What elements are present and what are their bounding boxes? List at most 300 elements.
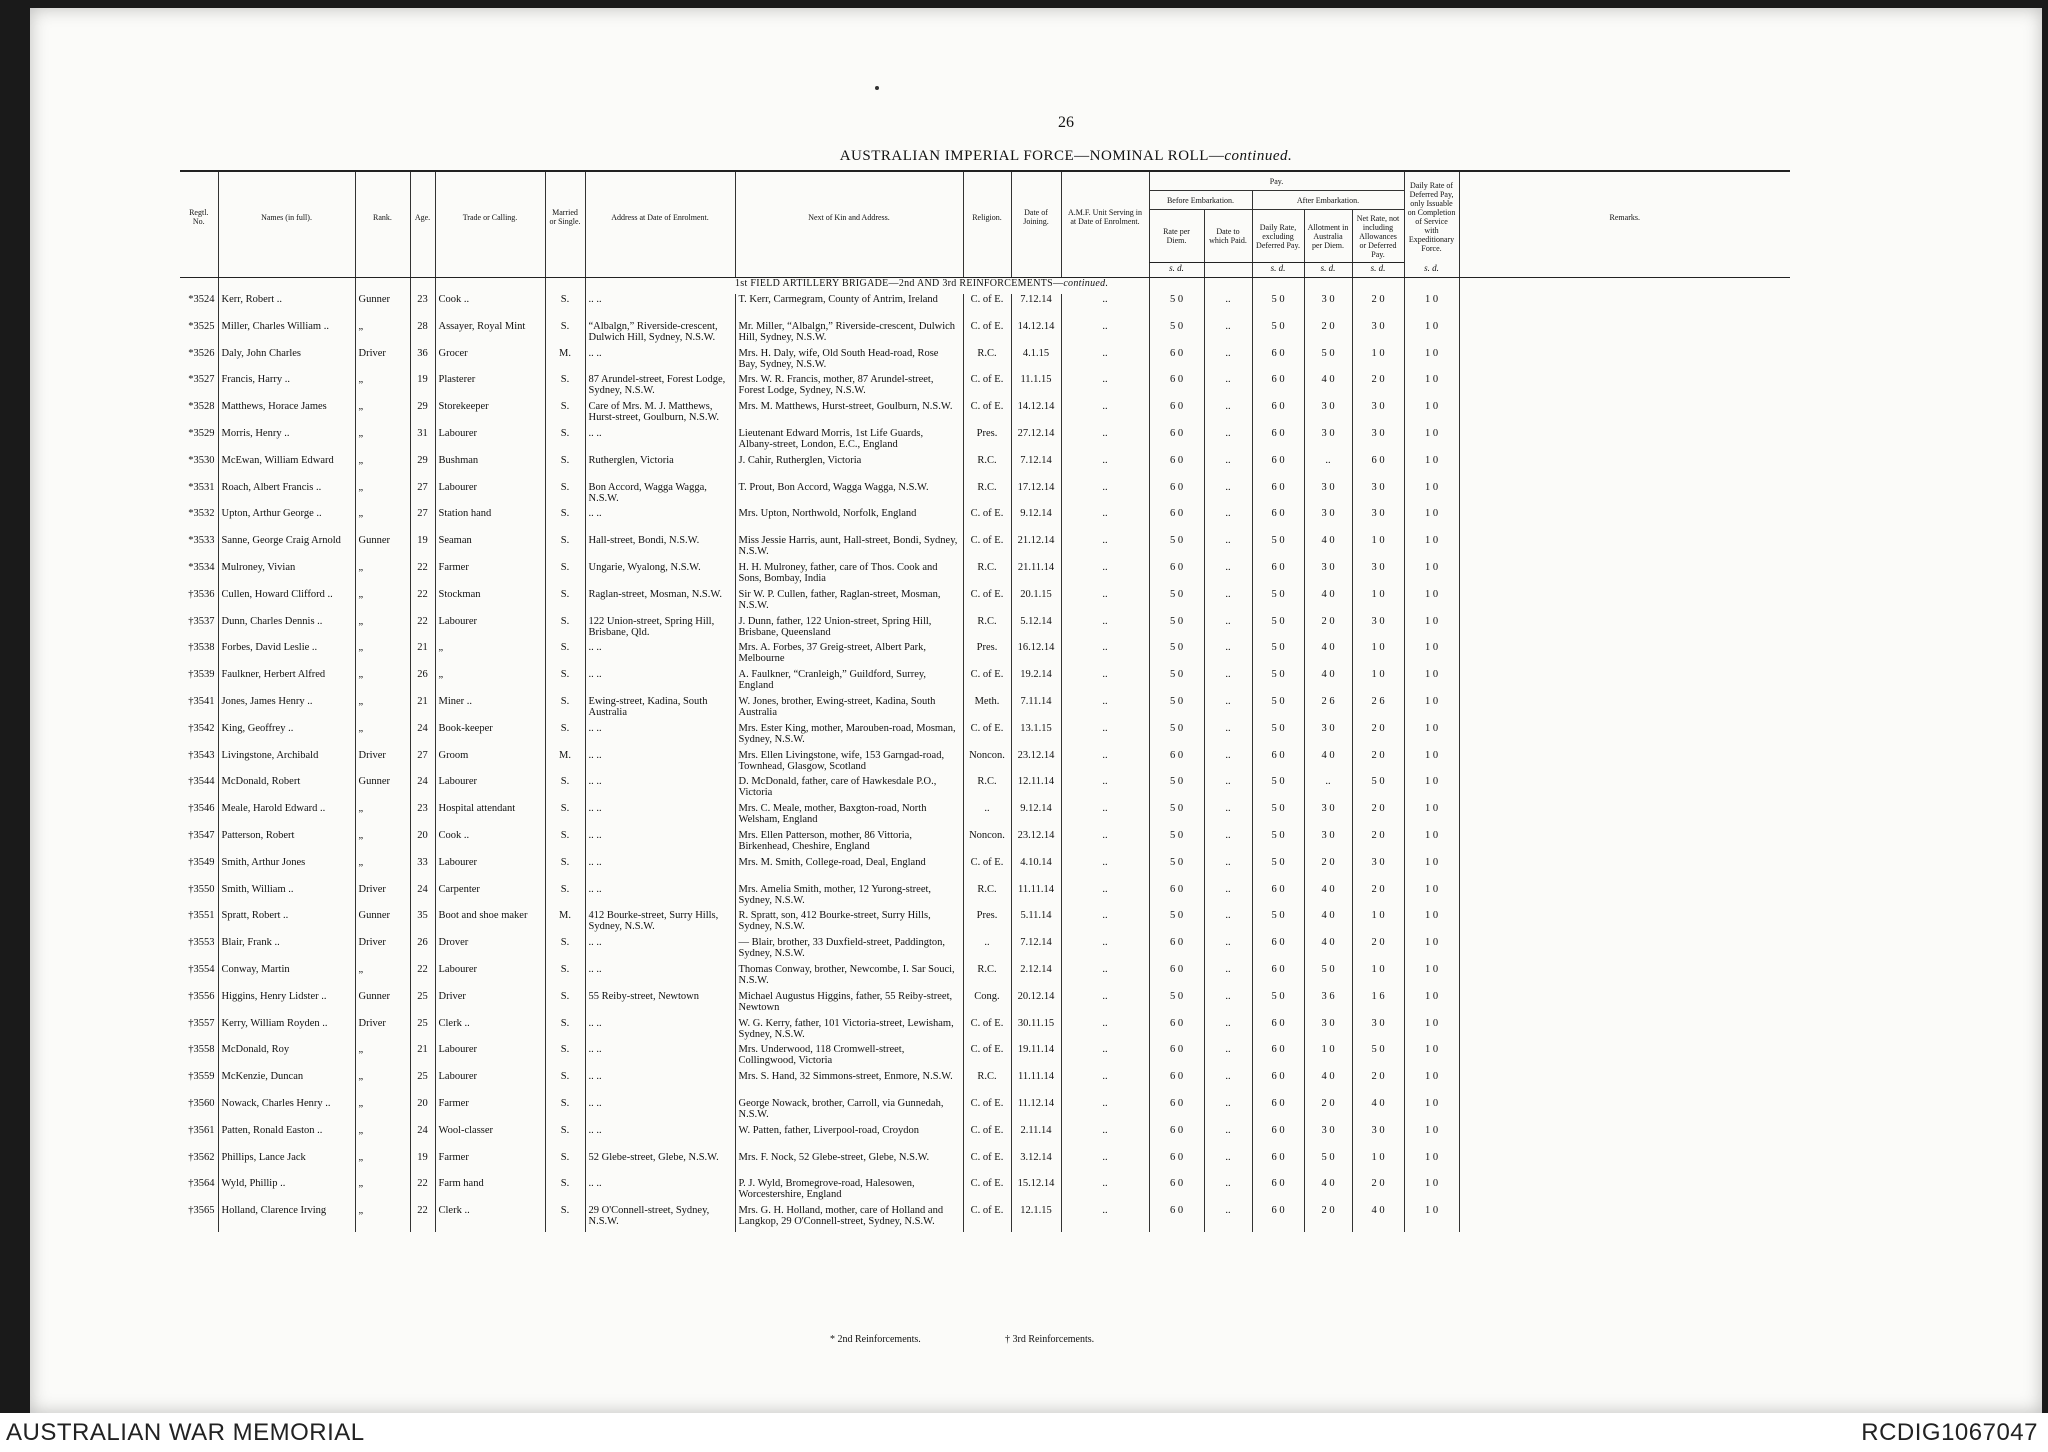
cell-allotment: 2 6 [1304,696,1352,723]
cell-address: 29 O'Connell-street, Sydney, N.S.W. [585,1205,735,1232]
cell-date-paid: .. [1204,1018,1252,1045]
footnote-3rd-reinforcements: † 3rd Reinforcements. [1005,1334,1095,1345]
cell-date-paid: .. [1204,723,1252,750]
cell-age: 26 [410,937,435,964]
cell-religion: C. of E. [963,535,1011,562]
cell-trade: Groom [435,750,545,777]
cell-age: 21 [410,642,435,669]
cell-address: 55 Reiby-street, Newtown [585,991,735,1018]
cell-regtl-no: *3529 [188,427,215,439]
header-trade: Trade or Calling. [435,171,545,263]
cell-remarks [1459,750,1790,777]
cell-remarks [1459,321,1790,348]
cell-net-rate: 1 0 [1352,348,1404,375]
cell-allotment: 3 0 [1304,723,1352,750]
cell-name: Conway, Martin [218,964,355,991]
cell-rank: Driver [355,937,410,964]
cell-rank: Driver [355,348,410,375]
cell-allotment: 2 0 [1304,1205,1352,1232]
cell-remarks [1459,508,1790,535]
cell-age: 19 [410,374,435,401]
cell-religion: .. [963,937,1011,964]
cell-age: 29 [410,455,435,482]
cell-daily-rate: 6 0 [1252,428,1304,455]
cell-age: 23 [410,294,435,321]
cell-trade: Book-keeper [435,723,545,750]
cell-remarks [1459,991,1790,1018]
cell-address: .. .. [585,642,735,669]
cell-name: Upton, Arthur George .. [218,508,355,535]
cell-next-of-kin: Mrs. M. Smith, College-road, Deal, England [735,857,963,884]
table-row [180,589,1790,616]
cell-remarks [1459,803,1790,830]
cell-religion: C. of E. [963,589,1011,616]
cell-rate-per-diem: 5 0 [1149,669,1204,696]
cell-religion: Cong. [963,991,1011,1018]
cell-deferred-pay: 1 0 [1404,535,1459,562]
cell-date-joining: 3.12.14 [1011,1152,1061,1179]
cell-date-paid: .. [1204,937,1252,964]
cell-regtl-no: †3561 [188,1124,215,1136]
cell-net-rate: 2 0 [1352,884,1404,911]
cell-remarks [1459,857,1790,884]
section-row [180,278,1790,295]
cell-date-joining: 23.12.14 [1011,830,1061,857]
page-title-suffix: continued. [1224,148,1293,164]
cell-next-of-kin: Mrs. W. R. Francis, mother, 87 Arundel-street, Forest Lodge, Sydney, N.S.W. [735,374,963,401]
cell-date-paid: .. [1204,1044,1252,1071]
cell-allotment: 3 0 [1304,1125,1352,1152]
header-remarks: Remarks. [1459,171,1790,263]
cell-deferred-pay: 1 0 [1404,562,1459,589]
cell-age: 27 [410,508,435,535]
cell-remarks [1459,964,1790,991]
cell-date-joining: 30.11.15 [1011,1018,1061,1045]
cell-married-single: S. [545,830,585,857]
cell-regtl-no: †3549 [188,856,215,868]
cell-name: Patterson, Robert [218,830,355,857]
cell-married-single: S. [545,616,585,643]
cell-married-single: S. [545,669,585,696]
cell-age: 25 [410,1018,435,1045]
cell-net-rate: 1 6 [1352,991,1404,1018]
cell-date-joining: 19.11.14 [1011,1044,1061,1071]
header-religion: Religion. [963,171,1011,263]
cell-regtl-no: †3547 [188,829,215,841]
cell-deferred-pay: 1 0 [1404,937,1459,964]
cell-age: 26 [410,669,435,696]
cell-age: 20 [410,830,435,857]
cell-religion: C. of E. [963,1098,1011,1125]
cell-married-single: S. [545,1018,585,1045]
cell-deferred-pay: 1 0 [1404,294,1459,321]
cell-rank: „ [355,482,410,509]
cell-daily-rate: 6 0 [1252,750,1304,777]
cell-rate-per-diem: 6 0 [1149,884,1204,911]
cell-age: 22 [410,589,435,616]
cell-daily-rate: 6 0 [1252,1152,1304,1179]
cell-address: .. .. [585,294,735,321]
cell-next-of-kin: W. Jones, brother, Ewing-street, Kadina, South Australia [735,696,963,723]
cell-net-rate: 3 0 [1352,857,1404,884]
cell-rank: Gunner [355,991,410,1018]
cell-daily-rate: 6 0 [1252,482,1304,509]
cell-date-paid: .. [1204,696,1252,723]
cell-amf-unit: .. [1061,1018,1149,1045]
cell-religion: R.C. [963,616,1011,643]
cell-daily-rate: 5 0 [1252,830,1304,857]
cell-address: Hall-street, Bondi, N.S.W. [585,535,735,562]
cell-address: .. .. [585,1178,735,1205]
header-deferred: Daily Rate of Deferred Pay, only Issuable on Completion of Service with Expeditionary Force. [1404,171,1459,263]
cell-trade: Miner .. [435,696,545,723]
cell-daily-rate: 5 0 [1252,294,1304,321]
cell-regtl-no: †3541 [188,695,215,707]
cell-date-joining: 11.12.14 [1011,1098,1061,1125]
cell-deferred-pay: 1 0 [1404,348,1459,375]
cell-deferred-pay: 1 0 [1404,616,1459,643]
cell-amf-unit: .. [1061,642,1149,669]
cell-regtl-no: †3544 [188,776,215,788]
cell-name: McEwan, William Edward [218,455,355,482]
cell-daily-rate: 5 0 [1252,321,1304,348]
section-title-suffix: continued. [1063,278,1109,289]
cell-rank: „ [355,508,410,535]
footnote-2nd-reinforcements: * 2nd Reinforcements. [830,1334,921,1345]
cell-rank: „ [355,1205,410,1232]
cell-regtl-no: †3554 [188,963,215,975]
cell-remarks [1459,910,1790,937]
cell-address: .. .. [585,1125,735,1152]
cell-age: 19 [410,535,435,562]
cell-name: Morris, Henry .. [218,428,355,455]
cell-age: 28 [410,321,435,348]
unit-net: s. d. [1352,263,1404,278]
cell-religion: C. of E. [963,294,1011,321]
table-header [180,171,1790,278]
cell-rank: „ [355,803,410,830]
cell-address: .. .. [585,776,735,803]
cell-name: Blair, Frank .. [218,937,355,964]
table-row [180,321,1790,348]
cell-rank: „ [355,1178,410,1205]
cell-date-joining: 16.12.14 [1011,642,1061,669]
cell-allotment: .. [1304,455,1352,482]
cell-remarks [1459,401,1790,428]
cell-next-of-kin: D. McDonald, father, care of Hawkesdale P.O., Victoria [735,776,963,803]
cell-deferred-pay: 1 0 [1404,1044,1459,1071]
cell-allotment: 4 0 [1304,535,1352,562]
cell-regtl-no: *3530 [188,454,215,466]
cell-name: Nowack, Charles Henry .. [218,1098,355,1125]
table-row [180,857,1790,884]
cell-daily-rate: 6 0 [1252,1071,1304,1098]
cell-next-of-kin: Miss Jessie Harris, aunt, Hall-street, Bondi, Sydney, N.S.W. [735,535,963,562]
cell-allotment: 3 0 [1304,562,1352,589]
cell-rate-per-diem: 6 0 [1149,428,1204,455]
table-row [180,696,1790,723]
cell-next-of-kin: George Nowack, brother, Carroll, via Gunnedah, N.S.W. [735,1098,963,1125]
cell-date-paid: .. [1204,1071,1252,1098]
cell-rate-per-diem: 6 0 [1149,1125,1204,1152]
cell-amf-unit: .. [1061,482,1149,509]
cell-address: .. .. [585,723,735,750]
cell-deferred-pay: 1 0 [1404,1152,1459,1179]
cell-daily-rate: 6 0 [1252,1098,1304,1125]
cell-rate-per-diem: 6 0 [1149,1098,1204,1125]
cell-age: 22 [410,562,435,589]
cell-daily-rate: 6 0 [1252,455,1304,482]
table-row [180,374,1790,401]
cell-net-rate: 3 0 [1352,562,1404,589]
cell-trade: Assayer, Royal Mint [435,321,545,348]
table-body [180,278,1790,1232]
cell-rank: „ [355,401,410,428]
table-row [180,508,1790,535]
cell-rate-per-diem: 6 0 [1149,348,1204,375]
header-age: Age. [410,171,435,263]
cell-address: 52 Glebe-street, Glebe, N.S.W. [585,1152,735,1179]
cell-religion: Meth. [963,696,1011,723]
header-net-rate: Net Rate, not including Allowances or Deferred Pay. [1352,210,1404,263]
header-next-of-kin: Next of Kin and Address. [735,171,963,263]
nominal-roll-table [180,170,1790,1232]
cell-deferred-pay: 1 0 [1404,401,1459,428]
cell-name: Kerry, William Royden .. [218,1018,355,1045]
cell-date-paid: .. [1204,991,1252,1018]
cell-religion: C. of E. [963,508,1011,535]
cell-trade: Cook .. [435,294,545,321]
cell-rate-per-diem: 5 0 [1149,294,1204,321]
cell-name: Sanne, George Craig Arnold [218,535,355,562]
cell-rate-per-diem: 6 0 [1149,482,1204,509]
cell-amf-unit: .. [1061,1044,1149,1071]
cell-daily-rate: 6 0 [1252,348,1304,375]
cell-deferred-pay: 1 0 [1404,508,1459,535]
cell-address: Raglan-street, Mosman, N.S.W. [585,589,735,616]
cell-regtl-no: †3543 [188,749,215,761]
cell-daily-rate: 6 0 [1252,1205,1304,1232]
cell-date-paid: .. [1204,428,1252,455]
cell-allotment: 4 0 [1304,750,1352,777]
cell-remarks [1459,937,1790,964]
table-row [180,1071,1790,1098]
cell-religion: C. of E. [963,1044,1011,1071]
cell-daily-rate: 6 0 [1252,562,1304,589]
cell-deferred-pay: 1 0 [1404,642,1459,669]
cell-address: Ungarie, Wyalong, N.S.W. [585,562,735,589]
cell-net-rate: 3 0 [1352,482,1404,509]
cell-daily-rate: 5 0 [1252,589,1304,616]
table-row [180,937,1790,964]
cell-rank: „ [355,589,410,616]
cell-next-of-kin: Mrs. Underwood, 118 Cromwell-street, Collingwood, Victoria [735,1044,963,1071]
cell-name: Smith, Arthur Jones [218,857,355,884]
cell-date-paid: .. [1204,1098,1252,1125]
cell-married-single: S. [545,562,585,589]
cell-name: Kerr, Robert .. [218,294,355,321]
cell-trade: Farmer [435,1098,545,1125]
cell-name: McKenzie, Duncan [218,1071,355,1098]
cell-remarks [1459,723,1790,750]
cell-name: Roach, Albert Francis .. [218,482,355,509]
table-row [180,1205,1790,1232]
cell-age: 22 [410,964,435,991]
cell-address: .. .. [585,508,735,535]
table-row [180,428,1790,455]
cell-trade: Grocer [435,348,545,375]
cell-date-paid: .. [1204,857,1252,884]
cell-religion: C. of E. [963,374,1011,401]
cell-age: 31 [410,428,435,455]
table-row [180,964,1790,991]
cell-married-single: S. [545,455,585,482]
cell-rank: Driver [355,750,410,777]
cell-address: Ewing-street, Kadina, South Australia [585,696,735,723]
cell-age: 35 [410,910,435,937]
cell-regtl-no: †3564 [188,1178,215,1190]
header-regtl-no: Regtl. No. [180,171,218,263]
cell-rate-per-diem: 6 0 [1149,1178,1204,1205]
cell-remarks [1459,1152,1790,1179]
cell-trade: Stockman [435,589,545,616]
cell-regtl-no: *3532 [188,508,215,520]
cell-name: Forbes, David Leslie .. [218,642,355,669]
cell-date-paid: .. [1204,562,1252,589]
cell-address: .. .. [585,937,735,964]
cell-net-rate: 2 0 [1352,830,1404,857]
cell-age: 25 [410,1071,435,1098]
cell-date-paid: .. [1204,1152,1252,1179]
cell-address: .. .. [585,857,735,884]
cell-rank: „ [355,1098,410,1125]
header-allotment: Allotment in Australia per Diem. [1304,210,1352,263]
cell-next-of-kin: P. J. Wyld, Bromegrove-road, Halesowen, Worcestershire, England [735,1178,963,1205]
cell-next-of-kin: T. Kerr, Carmegram, County of Antrim, Ireland [735,294,963,321]
cell-name: Patten, Ronald Easton .. [218,1125,355,1152]
cell-age: 22 [410,616,435,643]
cell-next-of-kin: W. Patten, father, Liverpool-road, Croydon [735,1125,963,1152]
cell-remarks [1459,1205,1790,1232]
cell-address: .. .. [585,964,735,991]
cell-allotment: 3 0 [1304,428,1352,455]
cell-name: Miller, Charles William .. [218,321,355,348]
cell-date-joining: 19.2.14 [1011,669,1061,696]
cell-remarks [1459,1044,1790,1071]
cell-age: 24 [410,884,435,911]
cell-rank: Gunner [355,910,410,937]
cell-allotment: 5 0 [1304,964,1352,991]
cell-regtl-no: †3551 [188,910,215,922]
cell-amf-unit: .. [1061,1152,1149,1179]
cell-net-rate: 5 0 [1352,776,1404,803]
cell-amf-unit: .. [1061,455,1149,482]
cell-daily-rate: 5 0 [1252,669,1304,696]
cell-married-single: S. [545,696,585,723]
cell-allotment: .. [1304,776,1352,803]
cell-daily-rate: 5 0 [1252,642,1304,669]
cell-rate-per-diem: 6 0 [1149,964,1204,991]
cell-next-of-kin: Mrs. Ellen Patterson, mother, 86 Vittoria, Birkenhead, Cheshire, England [735,830,963,857]
cell-rate-per-diem: 5 0 [1149,857,1204,884]
cell-amf-unit: .. [1061,857,1149,884]
cell-trade: Plasterer [435,374,545,401]
cell-age: 21 [410,696,435,723]
cell-name: McDonald, Roy [218,1044,355,1071]
cell-rank: „ [355,321,410,348]
cell-next-of-kin: Mrs. H. Daly, wife, Old South Head-road, Rose Bay, Sydney, N.S.W. [735,348,963,375]
table-row [180,723,1790,750]
cell-address: .. .. [585,830,735,857]
cell-next-of-kin: Mrs. S. Hand, 32 Simmons-street, Enmore, N.S.W. [735,1071,963,1098]
cell-date-joining: 11.1.15 [1011,374,1061,401]
cell-regtl-no: *3526 [188,347,215,359]
cell-remarks [1459,374,1790,401]
unit-deferred: s. d. [1404,263,1459,278]
cell-age: 33 [410,857,435,884]
cell-allotment: 3 6 [1304,991,1352,1018]
cell-next-of-kin: Mrs. G. H. Holland, mother, care of Holland and Langkop, 29 O'Connell-street, Sydney, N.S.W. [735,1205,963,1232]
cell-regtl-no: †3565 [188,1205,215,1217]
cell-daily-rate: 6 0 [1252,937,1304,964]
cell-allotment: 4 0 [1304,374,1352,401]
cell-allotment: 3 0 [1304,482,1352,509]
cell-rank: „ [355,428,410,455]
cell-name: Livingstone, Archibald [218,750,355,777]
cell-amf-unit: .. [1061,428,1149,455]
footer-institution: AUSTRALIAN WAR MEMORIAL [6,1419,365,1446]
cell-net-rate: 2 0 [1352,1071,1404,1098]
cell-amf-unit: .. [1061,723,1149,750]
cell-rank: „ [355,1125,410,1152]
cell-net-rate: 3 0 [1352,401,1404,428]
cell-next-of-kin: Sir W. P. Cullen, father, Raglan-street, Mosman, N.S.W. [735,589,963,616]
cell-remarks [1459,348,1790,375]
cell-date-paid: .. [1204,884,1252,911]
cell-rank: Driver [355,1018,410,1045]
cell-amf-unit: .. [1061,1071,1149,1098]
cell-date-paid: .. [1204,1178,1252,1205]
unit-allot: s. d. [1304,263,1352,278]
cell-next-of-kin: A. Faulkner, “Cranleigh,” Guildford, Surrey, England [735,669,963,696]
cell-date-joining: 12.11.14 [1011,776,1061,803]
cell-married-single: S. [545,508,585,535]
cell-next-of-kin: W. G. Kerry, father, 101 Victoria-street, Lewisham, Sydney, N.S.W. [735,1018,963,1045]
cell-deferred-pay: 1 0 [1404,669,1459,696]
header-after-embarkation: After Embarkation. [1252,191,1404,210]
cell-deferred-pay: 1 0 [1404,964,1459,991]
cell-married-single: S. [545,723,585,750]
cell-date-joining: 11.11.14 [1011,884,1061,911]
cell-date-joining: 12.1.15 [1011,1205,1061,1232]
page-title [30,148,2042,165]
cell-date-joining: 11.11.14 [1011,1071,1061,1098]
cell-age: 24 [410,723,435,750]
cell-address: “Albalgn,” Riverside-crescent, Dulwich Hill, Sydney, N.S.W. [585,321,735,348]
cell-daily-rate: 5 0 [1252,803,1304,830]
cell-next-of-kin: J. Cahir, Rutherglen, Victoria [735,455,963,482]
cell-allotment: 2 0 [1304,857,1352,884]
cell-daily-rate: 6 0 [1252,1125,1304,1152]
cell-amf-unit: .. [1061,910,1149,937]
cell-rate-per-diem: 6 0 [1149,455,1204,482]
cell-address: .. .. [585,348,735,375]
cell-rate-per-diem: 6 0 [1149,401,1204,428]
unit-daily: s. d. [1252,263,1304,278]
cell-trade: Clerk .. [435,1018,545,1045]
cell-allotment: 3 0 [1304,401,1352,428]
cell-net-rate: 2 0 [1352,803,1404,830]
